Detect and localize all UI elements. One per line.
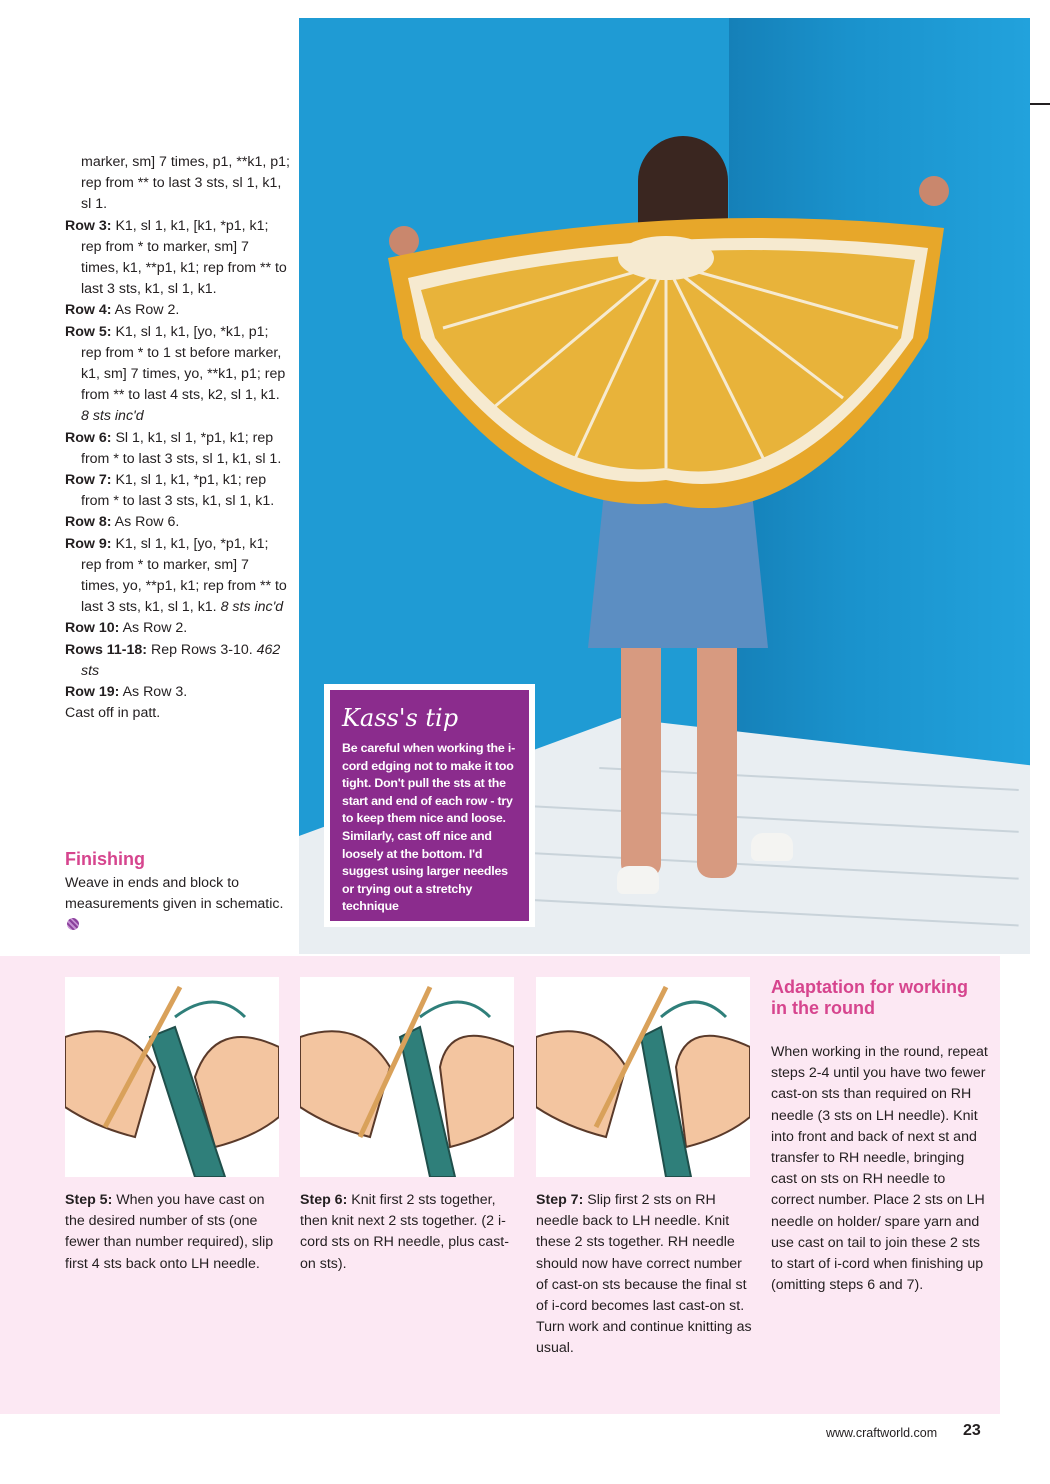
row-text: As Row 3. [119, 684, 188, 701]
pattern-row [65, 300, 290, 321]
right-leg [697, 628, 737, 878]
left-shoe [617, 866, 659, 894]
step-7-illustration [536, 977, 750, 1177]
row-text: Sl 1, k1, sl 1, *p1, k1; rep from * to last 3 sts, sl 1, k1, sl 1. [81, 429, 282, 467]
pattern-row [65, 470, 290, 512]
finishing-text [65, 873, 290, 937]
page-number: 23 [963, 1422, 981, 1439]
row-text: K1, sl 1, k1, [k1, *p1, k1; rep from * to marker, sm] 7 times, k1, **p1, k1; rep from ** to last 3 sts, k1, sl 1, k1. [81, 217, 287, 298]
row-text: Cast off in patt. [65, 705, 161, 722]
step-text: Slip first 2 sts on RH needle back to LH needle. Knit these 2 sts together. RH needle should now have correct number of cast-on sts because the final st of i-cord becomes last cast-on st. Turn work and continue knitting as usual. [536, 1192, 752, 1357]
citrus-shawl [383, 218, 949, 508]
pattern-row [65, 640, 290, 682]
row-label: Row 8: [65, 514, 112, 531]
adaptation-text: When working in the round, repeat steps 2-4 until you have two fewer cast-on sts than required on RH needle (3 sts on LH needle). Knit into front and back of next st and transfer to RH needle, bringing cast on sts on RH needle to correct number. Place 2 sts on LH needle on holder/ spare yarn and use cast on tail to join these 2 sts to start of i-cord when finishing up (omitting steps 6 and 7). [771, 1044, 988, 1294]
row-text: K1, sl 1, k1, [yo, *p1, k1; rep from * to marker, sm] 7 times, yo, **p1, k1; rep from ** to last 3 sts, k1, sl 1, k1. [81, 535, 287, 616]
row-label: Row 19: [65, 684, 120, 701]
row-text: As Row 2. [119, 620, 188, 637]
row-label: Row 9: [65, 535, 112, 552]
row-text: K1, sl 1, k1, [yo, *k1, p1; rep from * to 1 st before marker, k1, sm] 7 times, yo, **k1, p1; rep from ** to last 4 sts, k2, sl 1, k1. [81, 323, 286, 404]
knitting-hands-image [65, 977, 279, 1177]
yarn-ball-icon [67, 918, 79, 930]
row-text: K1, sl 1, k1, *p1, k1; rep from * to last 3 sts, k1, sl 1, k1. [81, 472, 275, 510]
row-label: Rows 11-18: [65, 641, 148, 658]
pattern-row [65, 512, 290, 533]
tip-box [324, 684, 535, 927]
row-text: As Row 6. [111, 514, 180, 531]
left-leg [621, 628, 661, 878]
step-5-illustration [65, 977, 279, 1177]
step-7-caption [536, 1190, 754, 1360]
pattern-row [65, 322, 290, 428]
footer-url: www.craftworld.com [826, 1426, 938, 1440]
pattern-row [65, 534, 290, 619]
right-hand [919, 176, 949, 206]
row-text: As Row 2. [111, 302, 180, 319]
pattern-row [65, 703, 290, 724]
step-label: Step 5: [65, 1192, 113, 1208]
pattern-row [65, 428, 290, 470]
pattern-row [65, 682, 290, 703]
row-label: Row 5: [65, 323, 112, 340]
adaptation-heading: Adaptation for working in the round [771, 977, 968, 1018]
pattern-instructions [65, 152, 290, 724]
pattern-row [65, 152, 290, 216]
row-note: 8 sts inc'd [81, 408, 144, 425]
finishing-heading: Finishing [65, 849, 145, 869]
step-text: When you have cast on the desired number of sts (one fewer than number required), slip first 4 sts back onto LH needle. [65, 1192, 274, 1272]
right-shoe [751, 833, 793, 861]
row-note: 462 sts [81, 641, 281, 679]
step-6-caption [300, 1190, 518, 1275]
row-text: marker, sm] 7 times, p1, **k1, p1; rep from ** to last 3 sts, sl 1, k1, sl 1. [81, 154, 290, 213]
knitting-hands-image [300, 977, 514, 1177]
row-label: Row 3: [65, 217, 112, 234]
row-text: Rep Rows 3-10. [147, 641, 257, 658]
step-label: Step 6: [300, 1192, 348, 1208]
knitting-hands-image [536, 977, 750, 1177]
tip-panel [330, 690, 529, 921]
pattern-row [65, 216, 290, 301]
finishing-body: Weave in ends and block to measurements given in schematic. [65, 875, 284, 913]
step-6-illustration [300, 977, 514, 1177]
tip-title: Kass's tip [342, 704, 459, 732]
step-label: Step 7: [536, 1192, 584, 1208]
step-5-caption [65, 1190, 283, 1275]
row-label: Row 10: [65, 620, 120, 637]
row-label: Row 6: [65, 429, 112, 446]
row-note: 8 sts inc'd [220, 599, 284, 616]
tip-body: Be careful when working the i-cord edging not to make it too tight. Don't pull the sts at the start and end of each row - try to keep them nice and loose. Similarly, cast off nice and loosely at the bottom. I'd suggest using larger needles or trying out a stretchy technique [342, 741, 516, 914]
row-label: Row 4: [65, 302, 112, 319]
step-text: Knit first 2 sts together, then knit next 2 sts together. (2 i-cord sts on RH needle, plus cast-on sts). [300, 1192, 509, 1272]
pattern-row [65, 618, 290, 639]
row-label: Row 7: [65, 472, 112, 489]
